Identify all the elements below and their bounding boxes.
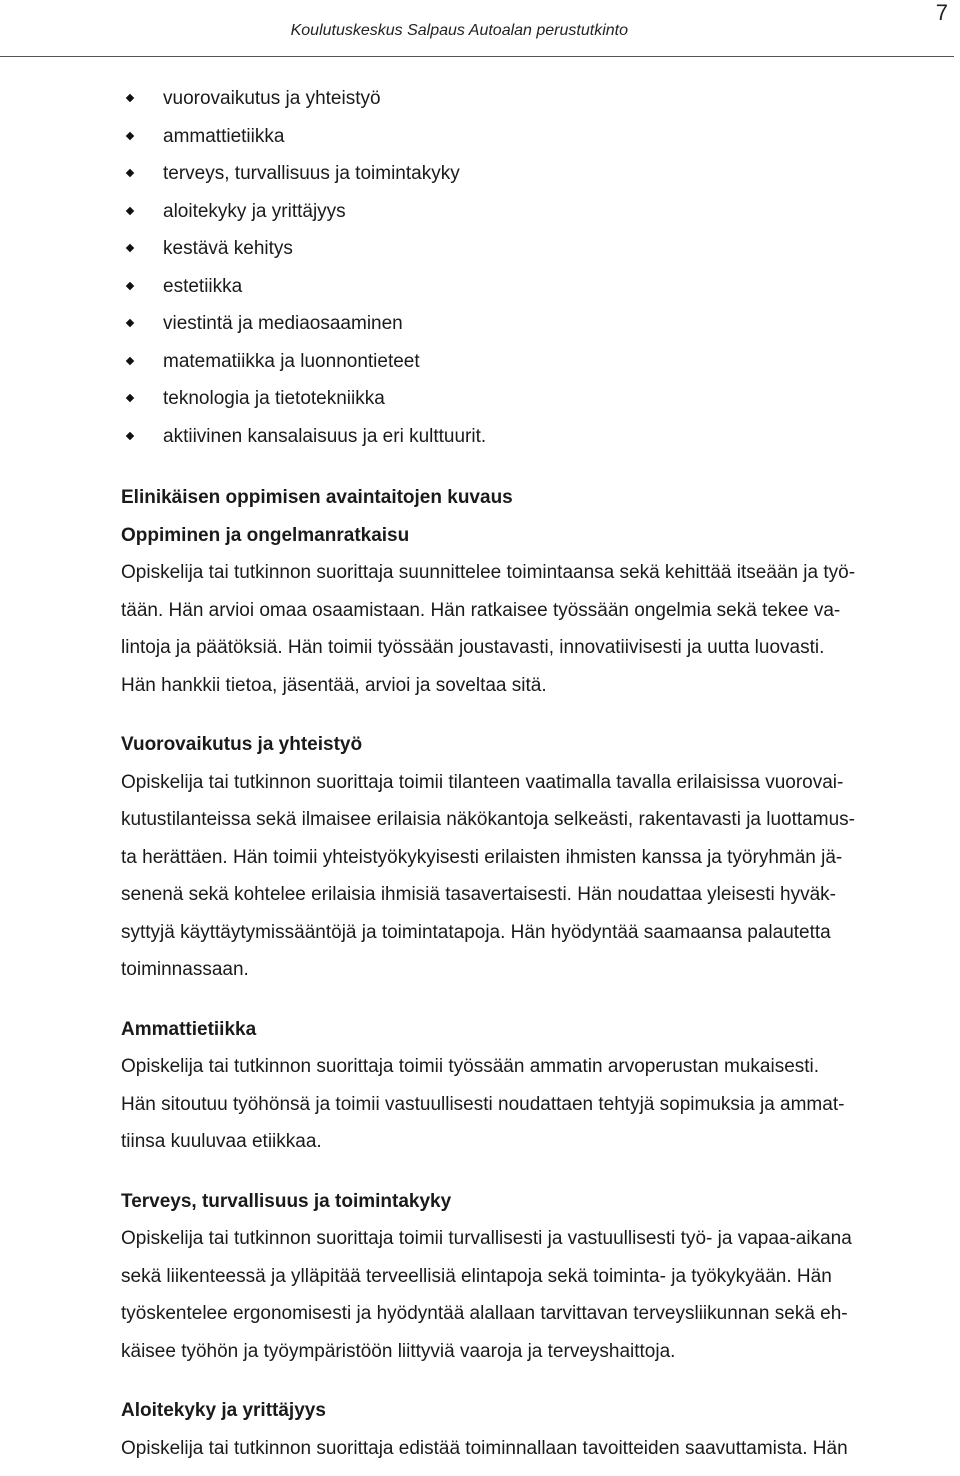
paragraph-line: työskentelee ergonomisesti ja hyödyntää alallaan tarvittavan terveysliikunnan sekä eh- [121, 1303, 848, 1324]
section-oppiminen [121, 517, 943, 705]
list-item-text: estetiikka [163, 275, 243, 297]
list-item [121, 418, 943, 456]
section-title: Terveys, turvallisuus ja toimintakyky [121, 1190, 452, 1212]
list-item [121, 343, 943, 381]
diamond-bullet-icon [126, 394, 134, 402]
diamond-bullet-icon [126, 131, 134, 139]
diamond-bullet-icon [126, 94, 134, 102]
list-item-text: aloitekyky ja yrittäjyys [163, 200, 346, 222]
list-item [121, 305, 943, 343]
list-item-text: viestintä ja mediaosaaminen [163, 313, 403, 334]
paragraph-line: lintoja ja päätöksiä. Hän toimii työssään joustavasti, innovatiivisesti ja uutta luovasti. [121, 637, 825, 658]
diamond-bullet-icon [126, 244, 134, 252]
list-item-text: aktiivinen kansalaisuus ja eri kulttuurit. [163, 425, 487, 447]
list-item [121, 380, 943, 418]
paragraph-line: sekä liikenteessä ja ylläpitää terveellisiä elintapoja sekä toiminta- ja työkykyään. Hän [121, 1265, 832, 1287]
paragraph-line: käisee työhön ja työympäristöön liittyviä vaaroja ja terveyshaittoja. [121, 1340, 676, 1362]
page-number: 7 [935, 0, 948, 25]
diamond-bullet-icon [126, 206, 134, 214]
list-item-text: matematiikka ja luonnontieteet [163, 350, 420, 372]
list-item-text: vuorovaikutus ja yhteistyö [163, 88, 381, 109]
paragraph-line: Opiskelija tai tutkinnon suorittaja toimii turvallisesti ja vastuullisesti työ- ja vapaa-aikana [121, 1228, 852, 1249]
diamond-bullet-icon [126, 431, 134, 439]
paragraph-line: senenä sekä kohtelee erilaisia ihmisiä tasavertaisesti. Hän noudattaa yleisesti hyväk- [121, 884, 836, 905]
spacer [121, 1161, 943, 1183]
header-rule [0, 56, 954, 57]
paragraph-line: Hän sitoutuu työhönsä ja toimii vastuullisesti noudattaen tehtyjä sopimuksia ja ammat- [121, 1093, 845, 1115]
paragraph-line: Hän hankkii tietoa, jäsentää, arvioi ja soveltaa sitä. [121, 674, 547, 696]
spacer [121, 989, 943, 1011]
diamond-bullet-icon [126, 356, 134, 364]
document-body [121, 80, 943, 1467]
section-ammattietiikka [121, 1011, 943, 1161]
key-skills-list [121, 80, 943, 455]
diamond-bullet-icon [126, 169, 134, 177]
section-title: Aloitekyky ja yrittäjyys [121, 1400, 326, 1421]
list-item [121, 80, 943, 118]
section-title: Oppiminen ja ongelmanratkaisu [121, 524, 410, 546]
spacer [121, 704, 943, 726]
list-item-text: terveys, turvallisuus ja toimintakyky [163, 163, 460, 184]
list-item-text: kestävä kehitys [163, 238, 293, 259]
paragraph-line: tiinsa kuuluvaa etiikkaa. [121, 1131, 322, 1152]
list-item [121, 230, 943, 268]
paragraph-line: syttyjä käyttäytymissääntöjä ja toimintatapoja. Hän hyödyntää saamaansa palautetta [121, 921, 831, 943]
paragraph-line: Opiskelija tai tutkinnon suorittaja suunnittelee toimintaansa sekä kehittää itseään ja työ- [121, 562, 856, 583]
section-vuorovaikutus [121, 726, 943, 989]
running-header: Koulutuskeskus Salpaus Autoalan perustutkinto [290, 22, 628, 39]
main-heading: Elinikäisen oppimisen avaintaitojen kuvaus [121, 487, 513, 508]
section-title: Vuorovaikutus ja yhteistyö [121, 734, 363, 755]
paragraph-line: kutustilanteissa sekä ilmaisee erilaisia näkökantoja selkeästi, rakentavasti ja luottamus- [121, 809, 855, 830]
diamond-bullet-icon [126, 319, 134, 327]
section-aloitekyky [121, 1392, 943, 1467]
paragraph-line: Opiskelija tai tutkinnon suorittaja toimii tilanteen vaatimalla tavalla erilaisissa vuorovai- [121, 771, 844, 793]
section-terveys [121, 1183, 943, 1371]
spacer [121, 1370, 943, 1392]
list-item-text: ammattietiikka [163, 125, 285, 147]
section-title: Ammattietiikka [121, 1018, 257, 1040]
list-item [121, 155, 943, 193]
list-item [121, 268, 943, 306]
paragraph-line: Opiskelija tai tutkinnon suorittaja edistää toiminnallaan tavoitteiden saavuttamista. Hän [121, 1437, 848, 1459]
list-item-text: teknologia ja tietotekniikka [163, 388, 385, 409]
paragraph-line: toiminnassaan. [121, 959, 249, 980]
paragraph-line: ta herättäen. Hän toimii yhteistyökykyisesti erilaisten ihmisten kanssa ja työryhmän jä- [121, 846, 843, 868]
list-item [121, 193, 943, 231]
list-item [121, 118, 943, 156]
diamond-bullet-icon [126, 281, 134, 289]
paragraph-line: tään. Hän arvioi omaa osaamistaan. Hän ratkaisee työssään ongelmia sekä tekee va- [121, 599, 841, 621]
spacer [121, 455, 943, 479]
paragraph-line: Opiskelija tai tutkinnon suorittaja toimii työssään ammatin arvoperustan mukaisesti. [121, 1056, 820, 1077]
